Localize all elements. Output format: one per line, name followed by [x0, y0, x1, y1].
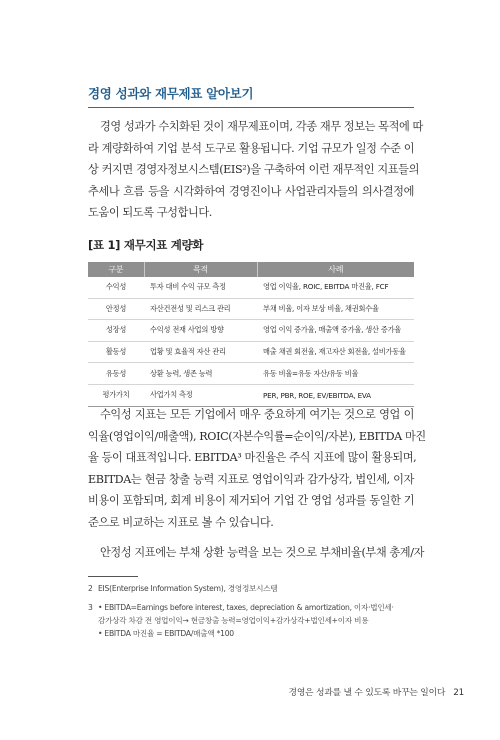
table-cell: 수익성	[88, 277, 144, 298]
table-cell: 수익성 전재 사업의 방향	[144, 320, 257, 342]
table-cell: 평가가치	[88, 384, 144, 406]
intro-line: 상 커지면 경영자정보시스템(EIS²)을 구축하여 이런 재무적인 지표들의	[88, 163, 419, 176]
table-header: 구분	[88, 262, 144, 277]
intro-paragraph	[88, 116, 423, 224]
body-line: 준으로 비교하는 지표로 볼 수 있습니다.	[88, 515, 274, 529]
intro-line: 경영 성과가 수치화된 것이 재무제표이며, 각종 재무 정보는 목적에 따	[100, 120, 423, 133]
page-footer	[289, 685, 464, 698]
table-header: 사례	[257, 262, 414, 277]
footnote-text: EIS(Enterprise Information System), 경영정보시스템	[98, 584, 278, 593]
profitability-paragraph	[88, 404, 426, 533]
table-cell: 자산건전성 및 리스크 관리	[144, 298, 257, 320]
table-row	[88, 363, 414, 385]
table-cell: 안정성	[88, 298, 144, 320]
financial-metrics-table	[88, 262, 414, 407]
stability-paragraph	[88, 542, 424, 564]
table-cell: 성장성	[88, 320, 144, 342]
table-cell: 상환 능력, 생존 능력	[144, 363, 257, 385]
intro-line: 도움이 되도록 구성합니다.	[88, 206, 212, 219]
table-cell: 영업 이익율, ROIC, EBITDA 마진율, FCF	[257, 277, 414, 298]
table-row	[88, 384, 414, 406]
running-title: 경영은 성과를 낼 수 있도록 바꾸는 일이다	[288, 688, 446, 698]
table-cell: PER, PBR, ROE, EV/EBITDA, EVA	[257, 384, 414, 406]
footnote-divider	[88, 576, 138, 577]
table-cell: 투자 대비 수익 규모 측정	[144, 277, 257, 298]
table-row	[88, 320, 414, 342]
table-header-row	[88, 262, 414, 277]
table-cell: 유동성	[88, 363, 144, 385]
footnote-3	[88, 601, 418, 640]
body-line: 익율(영업이익/매출액), ROIC(자본수익률=순이익/자본), EBITDA 마진	[88, 429, 426, 443]
table-cell: 사업가치 측정	[144, 384, 257, 406]
footnote-text: • EBITDA 마진율 = EBITDA/매출액 *100	[98, 629, 234, 638]
table-cell: 부채 비율, 이자 보상 비율, 채권회수율	[257, 298, 414, 320]
table-cell: 활동성	[88, 341, 144, 363]
table-row	[88, 341, 414, 363]
footnote-text: • EBITDA=Earnings before interest, taxes, depreciation & amortization, 이자·법인세·	[98, 603, 394, 612]
page-number: 21	[453, 688, 464, 698]
table-row	[88, 298, 414, 320]
table-row	[88, 277, 414, 298]
table-cell: 유동 비율=유동 자산/유동 비율	[257, 363, 414, 385]
footnote-2	[88, 582, 418, 595]
intro-line: 추세나 흐름 등을 시각화하여 경영진이나 사업관리자들의 의사결정에	[88, 184, 414, 198]
table-header: 목적	[144, 262, 257, 277]
table-cell: 매출 채권 회전율, 재고자산 회전율, 설비가동율	[257, 341, 414, 363]
body-line: 안정성 지표에는 부채 상환 능력을 보는 것으로 부채비율(부채 총계/자	[100, 546, 424, 559]
table-cell: 업황 및 효율적 자산 관리	[144, 341, 257, 363]
table-cell: 영업 이익 증가율, 매출액 증가율, 생산 증가율	[257, 320, 414, 342]
intro-line: 라 계량화하여 기업 분석 도구로 활용됩니다. 기업 규모가 일정 수준 이	[88, 141, 415, 155]
body-line: 비용이 포함되며, 회계 비용이 제거되어 기업 간 영업 성과를 동일한 기	[88, 494, 415, 507]
section-heading: 경영 성과와 재무제표 알아보기	[88, 84, 414, 108]
body-line: 수익성 지표는 모든 기업에서 매우 중요하게 여기는 것으로 영업 이	[100, 408, 414, 421]
footnote-text: 감가상각 차감 전 영업이익→ 현금창출 능력=영업이익+감가상각+법인세+이자 비용	[98, 616, 369, 625]
table-title: [표 1] 재무지표 계량화	[88, 238, 204, 252]
body-line: 율 등이 대표적입니다. EBITDA³ 마진율은 주식 지표에 많이 활용되며,	[88, 451, 417, 464]
body-line: EBITDA는 현금 창출 능력 지표로 영업이익과 감가상각, 법인세, 이자	[88, 472, 414, 486]
footnote-number: 3	[88, 603, 93, 612]
footnote-number: 2	[88, 584, 93, 593]
